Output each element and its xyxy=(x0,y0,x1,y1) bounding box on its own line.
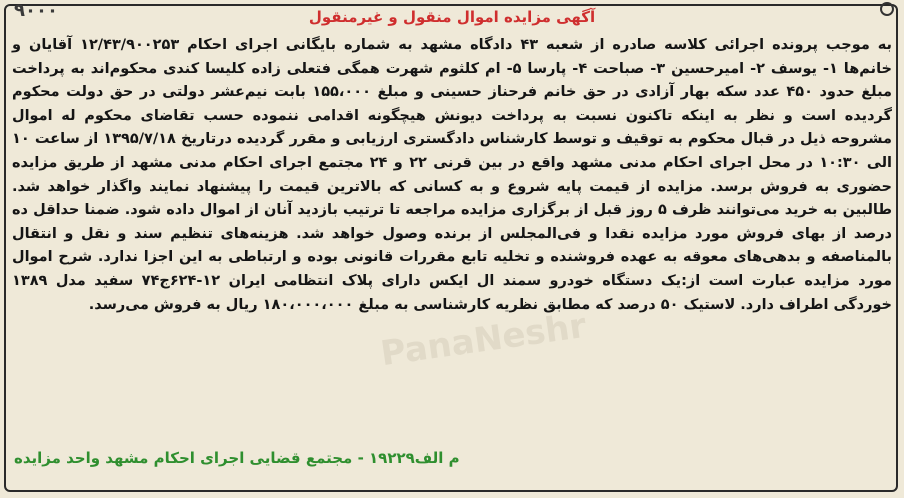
ad-title: آگهی مزایده اموال منقول و غیرمنقول xyxy=(308,8,596,26)
corner-circle-icon xyxy=(880,2,894,16)
ad-footer: م الف۱۹۲۲۹ - مجتمع قضایی اجرای احکام مشهد واحد مزایده xyxy=(14,449,460,467)
corner-number: ۹۰۰۰ xyxy=(14,0,58,21)
watermark: PanaNeshr xyxy=(378,305,589,375)
ad-body: به موجب پرونده اجرائی کلاسه صادره از شعبه ۴۳ دادگاه مشهد به شماره بایگانی اجرای احکام ۱۲/۴۳/۹۰۰۲۵۳ آقایان و خانم‌ها ۱- یوسف ۲- امیرحسین ۳- صباحت ۴- پارسا ۵- ام کلثوم شهرت همگی فتعلی زاده کلیسا کندی محکوم‌اند به پرداخت مبلغ حدود ۴۵۰ عدد سکه بهار آزادی در حق خانم فرحناز حسینی و مبلغ ۱۵۵،۰۰۰ بابت نیم‌عشر دولتی در حق دولت محکوم گردیده است و نظر به اینکه تاکنون نسبت به پرداخت دیونش هیچگونه اقدامی ننموده حسب تقاضای محکوم له اموال مشروحه ذیل در قبال محکوم به توقیف و توسط کارشناس دادگستری ارزیابی و مقرر گردیده درتاریخ ۱۳۹۵/۷/۱۸ از ساعت ۱۰ الی ۱۰:۳۰ در محل اجرای احکام مدنی مشهد واقع در بین قرنی ۲۲ و ۲۴ مجتمع اجرای احکام مدنی مشهد از طریق مزایده حضوری به فروش برسد. مزایده از قیمت پایه شروع و به کسانی که بالاترین قیمت را پیشنهاد نمایند واگذار خواهد شد. طالبین به خرید می‌توانند ظرف ۵ روز قبل از برگزاری مزایده مراجعه تا ترتیب بازدید آنان از اموال داده شود. ضمنا حداقل ده درصد از بهای فروش مورد مزایده نقدا و فی‌المجلس از برنده وصول خواهد شد. هزینه‌های تنظیم سند و نقل و انتقال بالمناصفه و بدهی‌های معوقه به عهده فروشنده و تخلیه تابع مقررات قانونی بوده و ارتباطی به این اجزا ندارد. شرح اموال مورد مزایده عبارت است از:یک دستگاه خودرو سمند ال ایکس دارای پلاک انتظامی ایران ۱۲-۶۲۴ج۷۴ سفید مدل ۱۳۸۹ خوردگی اطراف دارد. لاستیک ۵۰ درصد که مطابق نظریه کارشناسی به مبلغ ۱۸۰،۰۰۰،۰۰۰ ریال به فروش می‌رسد. xyxy=(12,37,893,313)
